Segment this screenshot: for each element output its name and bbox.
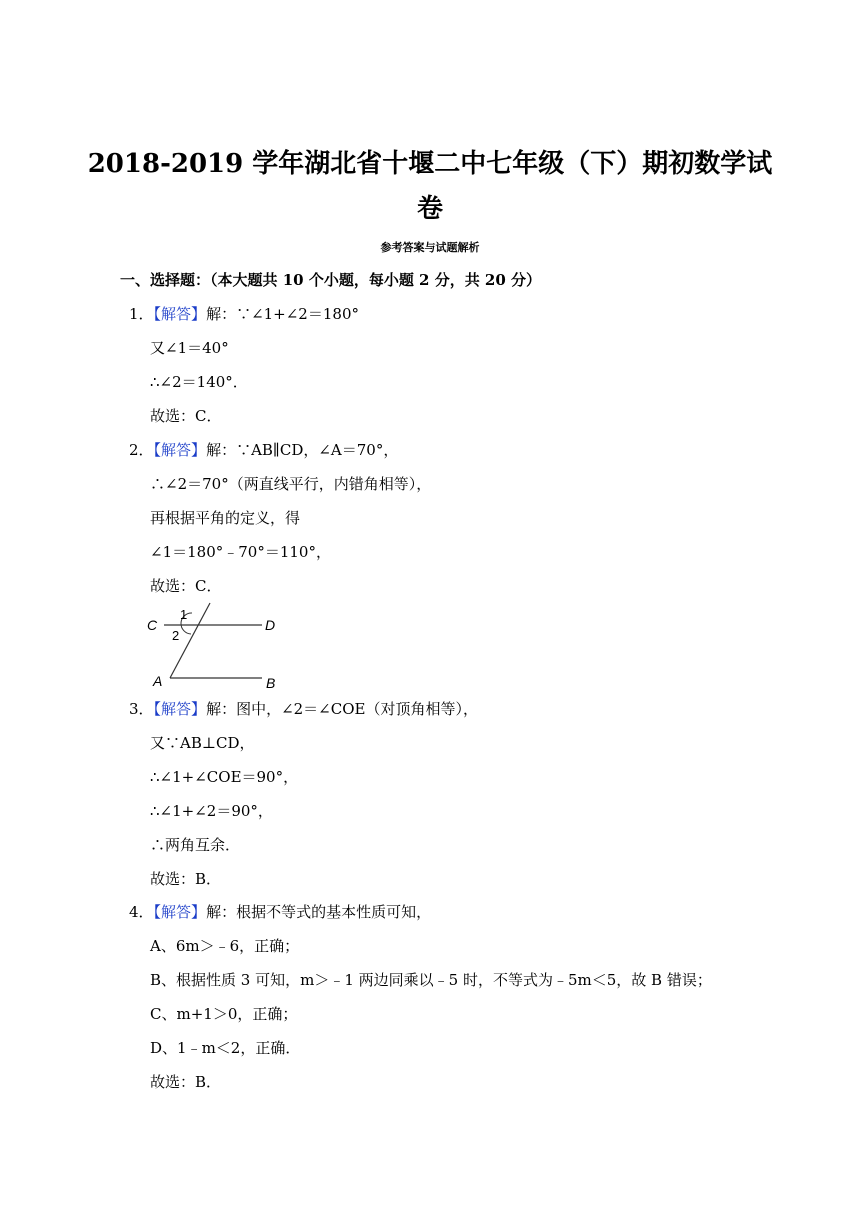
- q4-lead-text: 解：根据不等式的基本性质可知，: [206, 903, 432, 921]
- q3-lead-text: 解：图中，∠2＝∠COE（对顶角相等），: [206, 700, 478, 718]
- doc-subtitle: 参考答案与试题解析: [380, 241, 480, 254]
- q2-answer-tag: 【解答】: [153, 441, 207, 459]
- q2-line: 再根据平角的定义，得: [150, 509, 301, 527]
- q4-line: A、6m＞﹣6，正确；: [150, 937, 300, 955]
- q1-line: 又∠1＝40°: [150, 339, 229, 357]
- q1-answer-tag: 【解答】: [153, 305, 207, 323]
- label-c: C: [147, 617, 158, 633]
- q4-line: 故选：B．: [150, 1073, 222, 1091]
- angle-label-2: 2: [172, 628, 180, 643]
- q3-line: 故选：B．: [150, 870, 222, 888]
- q1-number: 1．: [129, 305, 154, 323]
- q4-answer-tag: 【解答】: [153, 903, 207, 921]
- q3-line: ∴∠1+∠2＝90°，: [150, 802, 273, 820]
- q3-answer-tag: 【解答】: [153, 700, 207, 718]
- q3-number: 3．: [129, 700, 154, 718]
- q4-number: 4．: [129, 903, 154, 921]
- label-b: B: [266, 675, 276, 690]
- q3-line: 又∵AB⊥CD，: [150, 734, 255, 752]
- q1-lead-text: 解：∵∠1+∠2＝180°: [206, 305, 359, 323]
- q1-lead-line: [129, 303, 359, 324]
- q2-lead-text: 解：∵AB∥CD，∠A＝70°，: [206, 441, 399, 459]
- q3-line: ∴两角互余．: [150, 836, 241, 854]
- q1-line: ∴∠2＝140°．: [150, 373, 248, 391]
- q4-lead-line: [129, 901, 431, 922]
- label-a: A: [153, 673, 163, 689]
- q3-line: ∴∠1+∠COE＝90°，: [150, 768, 299, 786]
- doc-title-line-2: 卷: [416, 194, 443, 224]
- q2-line: 故选：C．: [150, 577, 222, 595]
- q2-line: ∠1＝180°﹣70°＝110°，: [150, 543, 331, 561]
- q4-line: D、1﹣m＜2，正确．: [150, 1039, 301, 1057]
- angle-label-1: 1: [180, 607, 188, 622]
- section-heading: 一、选择题：（本大题共 10 个小题，每小题 2 分，共 20 分）: [120, 271, 542, 289]
- doc-title-line-1: 2018-2019 学年湖北省十堰二中七年级（下）期初数学试: [87, 149, 773, 179]
- q2-lead-line: [129, 439, 398, 460]
- q1-line: 故选：C．: [150, 407, 222, 425]
- q4-line: B、根据性质 3 可知，m＞﹣1 两边同乘以﹣5 时，不等式为﹣5m＜5，故 B 错误；: [150, 971, 712, 989]
- parallel-lines-figure: [142, 600, 292, 690]
- q4-line: C、m+1＞0，正确；: [150, 1005, 298, 1023]
- q2-line: ∴∠2＝70°（两直线平行，内错角相等），: [150, 475, 432, 493]
- q3-lead-line: [129, 698, 478, 719]
- label-d: D: [265, 617, 276, 633]
- q2-number: 2．: [129, 441, 154, 459]
